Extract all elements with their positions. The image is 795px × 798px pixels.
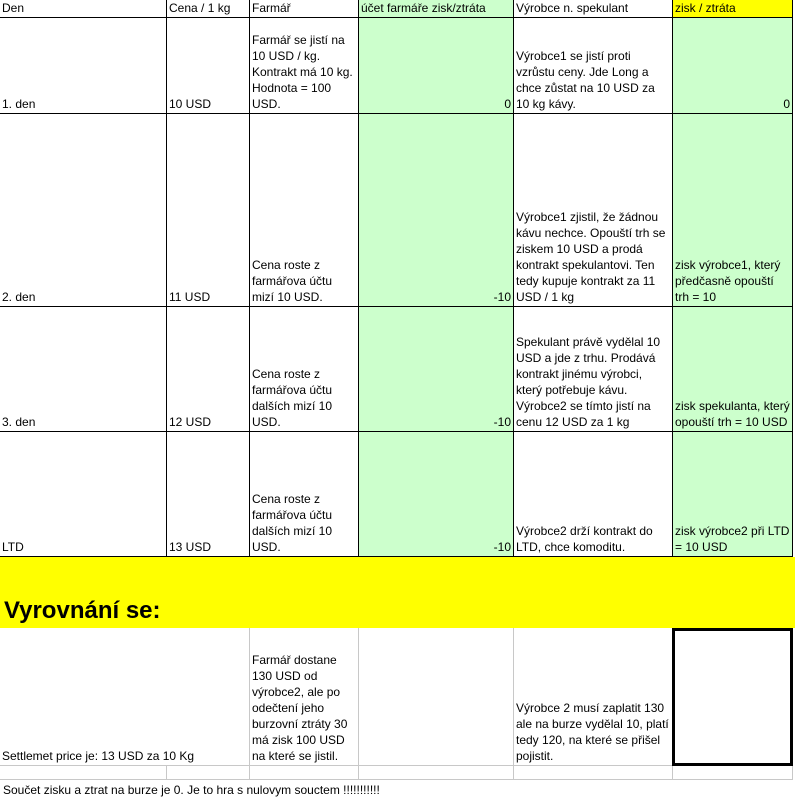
footer-note: Součet zisku a ztrat na burze je 0. Je to hra s nulovym souctem !!!!!!!!!!! — [3, 783, 380, 797]
row2-zisk[interactable]: zisk výrobce1, který předčasně opouští trh = 10 — [673, 114, 793, 307]
row2-farmar[interactable]: Cena roste z farmářova účtu mizí 10 USD. — [250, 114, 359, 307]
section-band — [0, 557, 795, 628]
row4-den[interactable]: LTD — [0, 432, 167, 557]
settlement-ucet[interactable] — [359, 628, 514, 766]
selected-cell[interactable] — [672, 628, 793, 766]
row3-farmar[interactable]: Cena roste z farmářova účtu dalších mizí 10 USD. — [250, 307, 359, 432]
empty-cell-f[interactable] — [673, 766, 793, 780]
row2-vyrobce[interactable]: Výrobce1 zjistil, že žádnou kávu nechce. Opouští trh se ziskem 10 USD a prodá kontrakt spekulantovi. Ten tedy kupuje kontrakt za 11 USD / 1 kg — [514, 114, 673, 307]
row1-cena[interactable]: 10 USD — [167, 18, 250, 114]
header-farmar[interactable]: Farmář — [250, 0, 359, 18]
empty-cell-a[interactable] — [0, 766, 167, 780]
row3-den[interactable]: 3. den — [0, 307, 167, 432]
row3-vyrobce[interactable]: Spekulant právě vydělal 10 USD a jde z trhu. Prodává kontrakt jinému výrobci, který potřebuje kávu. Výrobce2 se tímto jistí na cenu 12 USD za 1 kg — [514, 307, 673, 432]
empty-cell-d[interactable] — [359, 766, 514, 780]
row3-cena[interactable]: 12 USD — [167, 307, 250, 432]
header-ucet[interactable]: účet farmáře zisk/ztráta — [359, 0, 514, 18]
header-cena[interactable]: Cena / 1 kg — [167, 0, 250, 18]
row3-ucet[interactable]: -10 — [359, 307, 514, 432]
header-vyrobce[interactable]: Výrobce n. spekulant — [514, 0, 673, 18]
row1-ucet[interactable]: 0 — [359, 18, 514, 114]
empty-cell-b[interactable] — [167, 766, 250, 780]
row2-cena[interactable]: 11 USD — [167, 114, 250, 307]
section-title: Vyrovnání se: — [4, 597, 161, 624]
header-zisk[interactable]: zisk / ztráta — [673, 0, 793, 18]
row2-den[interactable]: 2. den — [0, 114, 167, 307]
header-den[interactable]: Den — [0, 0, 167, 18]
settlement-farmar[interactable]: Farmář dostane 130 USD od výrobce2, ale po odečtení jeho burzovní ztráty 30 má zisk 100 USD na které se jistil. — [250, 628, 359, 766]
row4-farmar[interactable]: Cena roste z farmářova účtu dalších mizí 10 USD. — [250, 432, 359, 557]
settlement-vyrobce[interactable]: Výrobce 2 musí zaplatit 130 ale na burze vydělal 10, platí tedy 120, na které se přišel pojistit. — [514, 628, 673, 766]
row4-ucet[interactable]: -10 — [359, 432, 514, 557]
empty-cell-c[interactable] — [250, 766, 359, 780]
row4-vyrobce[interactable]: Výrobce2 drží kontrakt do LTD, chce komoditu. — [514, 432, 673, 557]
row4-zisk[interactable]: zisk výrobce2 při LTD = 10 USD — [673, 432, 793, 557]
row1-farmar[interactable]: Farmář se jistí na 10 USD / kg. Kontrakt má 10 kg. Hodnota = 100 USD. — [250, 18, 359, 114]
row2-ucet[interactable]: -10 — [359, 114, 514, 307]
row1-vyrobce[interactable]: Výrobce1 se jistí proti vzrůstu ceny. Jde Long a chce zůstat na 10 USD za 10 kg kávy. — [514, 18, 673, 114]
row3-zisk[interactable]: zisk spekulanta, který opouští trh = 10 USD — [673, 307, 793, 432]
row1-den[interactable]: 1. den — [0, 18, 167, 114]
row4-cena[interactable]: 13 USD — [167, 432, 250, 557]
settlement-label[interactable]: Settlemet price je: 13 USD za 10 Kg — [0, 628, 250, 766]
empty-cell-e[interactable] — [514, 766, 673, 780]
row1-zisk[interactable]: 0 — [673, 18, 793, 114]
